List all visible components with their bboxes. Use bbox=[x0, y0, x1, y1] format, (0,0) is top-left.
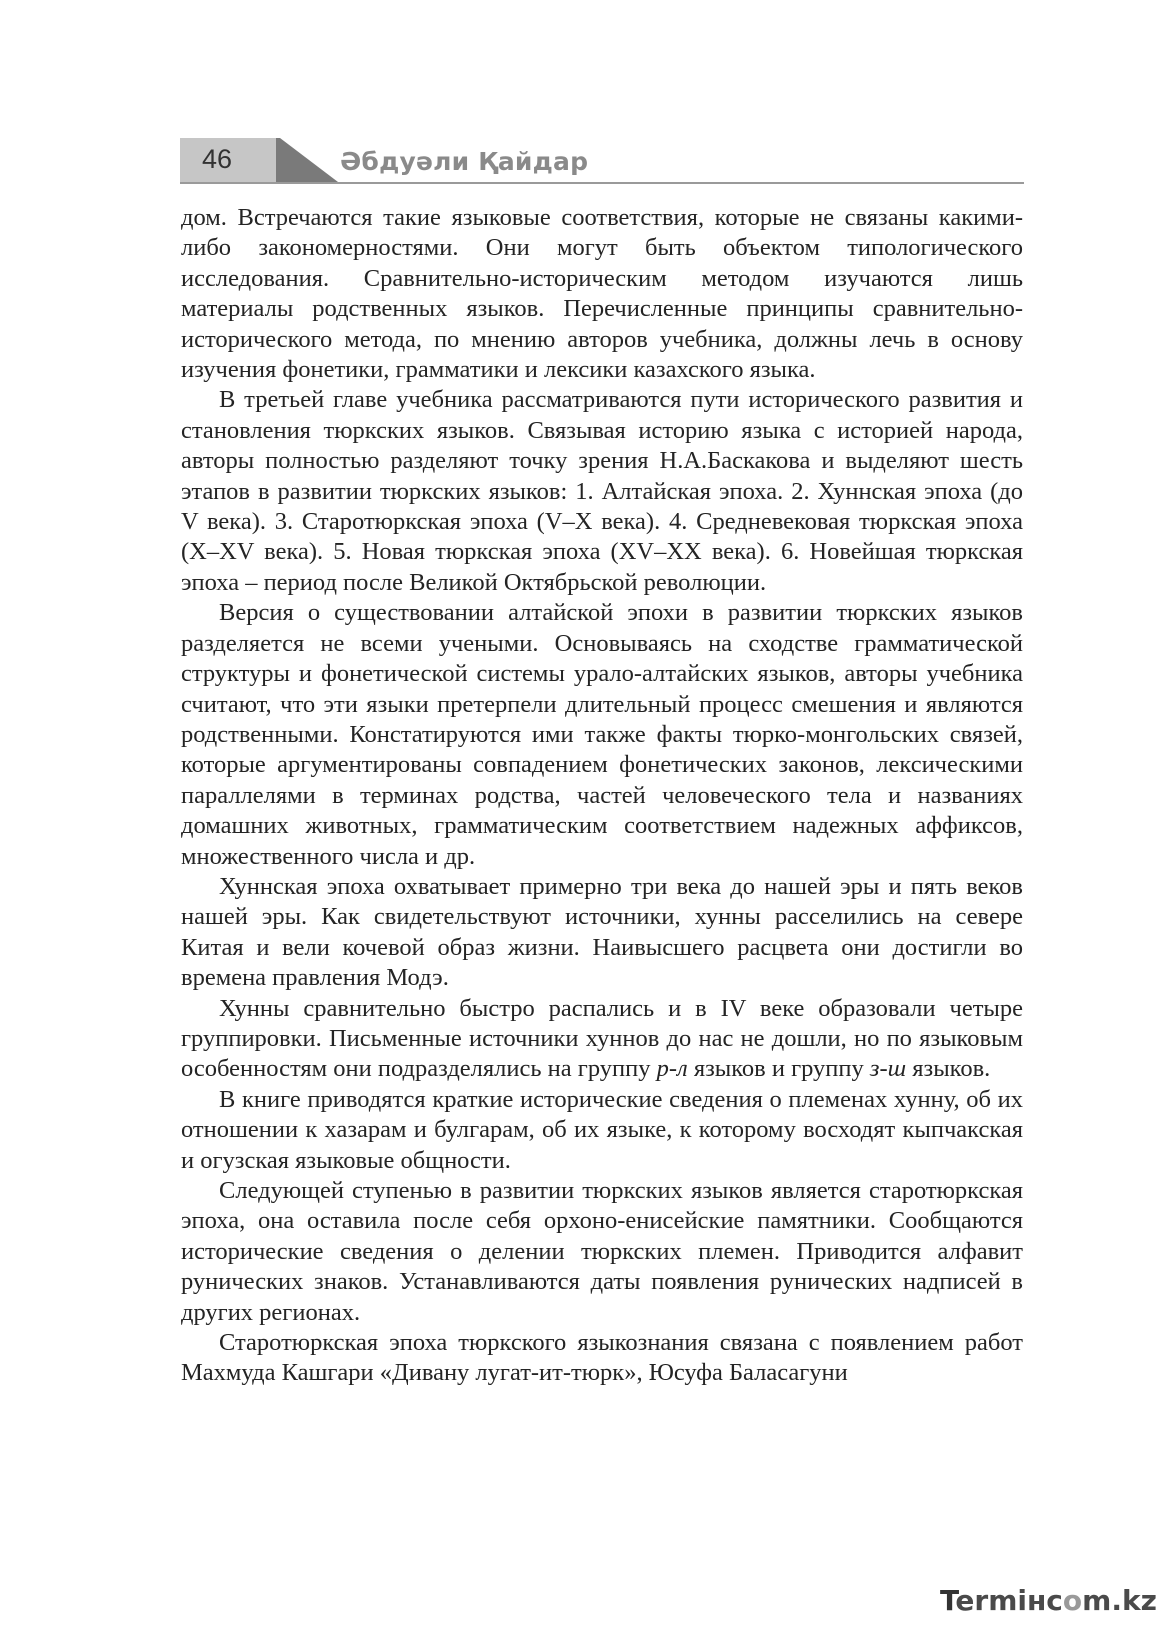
paragraph-5-italic-zsh: з-ш bbox=[869, 1055, 907, 1083]
watermark-part-2: m.kz bbox=[1082, 1584, 1157, 1617]
paragraph-5 bbox=[181, 994, 1023, 1085]
paragraph-5-part-1: Хунны сравнительно быстро распались и в IV веке образовали четыре группировки. Письменные источники хуннов до нас не дошли, но по языковым особенностям они подразделялись на группу bbox=[181, 994, 1023, 1083]
paragraph-1: дом. Встречаются такие языковые соответствия, которые не связаны какими-либо закономерностями. Они могут быть объектом типологического исследования. Сравнительно-историческим методом изучаются лишь материалы родственных языков. Перечисленные принципы сравнительно-исторического метода, по мнению авторов учебника, должны лечь в основу изучения фонетики, грамматики и лексики казахского языка. bbox=[181, 204, 1023, 384]
paragraph-5-part-3: языков. bbox=[906, 1055, 991, 1083]
watermark-logo bbox=[940, 1584, 1157, 1617]
paragraph-4: Хуннская эпоха охватывает примерно три века до нашей эры и пять веков нашей эры. Как свидетельствуют источники, хунны расселились на севере Китая и вели кочевой образ жизни. Наивысшего расцвета они достигли во времена правления Модэ. bbox=[181, 872, 1023, 992]
paragraph-6: В книге приводятся краткие исторические сведения о племенах хунну, об их отношении к хазарам и булгарам, об их языке, к которому восходят кыпчакская и огузская языковые общности. bbox=[181, 1085, 1023, 1174]
paragraph-2: В третьей главе учебника рассматриваются пути исторического развития и становления тюркских языков. Связывая историю языка с историей народа, авторы полностью разделяют точку зрения Н.А.Баскакова и выделяют шесть этапов в развитии тюркских языков: 1. Алтайская эпоха. 2. Хуннская эпоха (до V века). 3. Старотюркская эпоха (V–X века). 4. Средневековая тюркская эпоха (X–XV века). 5. Новая тюркская эпоха (XV–XX века). 6. Новейшая тюркская эпоха – период после Великой Октябрьской революции. bbox=[181, 386, 1023, 596]
watermark-o: o bbox=[1062, 1584, 1083, 1617]
paragraph-8: Старотюркская эпоха тюркского языкознания связана с появлением работ Махмуда Кашгари «Дивану лугат-ит-тюрк», Юсуфа Баласагуни bbox=[181, 1329, 1023, 1387]
page-header bbox=[180, 138, 1024, 186]
header-rule bbox=[180, 182, 1024, 184]
paragraph-5-italic-rl: р-л bbox=[656, 1055, 688, 1083]
paragraph-3: Версия о существовании алтайской эпохи в развитии тюркских языков разделяется не всеми учеными. Основываясь на сходстве грамматической структуры и фонетической системы урало-алтайских языков, авторы учебника считают, что эти языки претерпели длительный процесс смешения и являются родственными. Констатируются ими также факты тюрко-монгольских связей, которые аргументированы совпадением фонетических законов, лексическими параллелями в терминах родства, частей человеческого тела и названиях домашних животных, грамматическим соответствием надежных аффиксов, множественного числа и др. bbox=[181, 599, 1023, 870]
page-number-box bbox=[180, 138, 276, 182]
paragraph-5-part-2: языков и группу bbox=[687, 1055, 870, 1083]
watermark-t: T bbox=[940, 1584, 956, 1617]
page-number: 46 bbox=[202, 144, 233, 174]
header-triangle-decoration bbox=[276, 138, 338, 182]
running-head-author: Әбдуәли Қайдар bbox=[340, 147, 589, 176]
body-text bbox=[181, 203, 1023, 1389]
paragraph-7: Следующей ступенью в развитии тюркских языков является старотюркская эпоха, она оставила после себя орхоно-енисейские памятники. Сообщаются исторические сведения о делении тюркских племен. Приводится алфавит рунических знаков. Устанавливаются даты появления рунических надписей в других регионах. bbox=[181, 1177, 1023, 1326]
watermark-part-1: ermінс bbox=[955, 1584, 1063, 1617]
